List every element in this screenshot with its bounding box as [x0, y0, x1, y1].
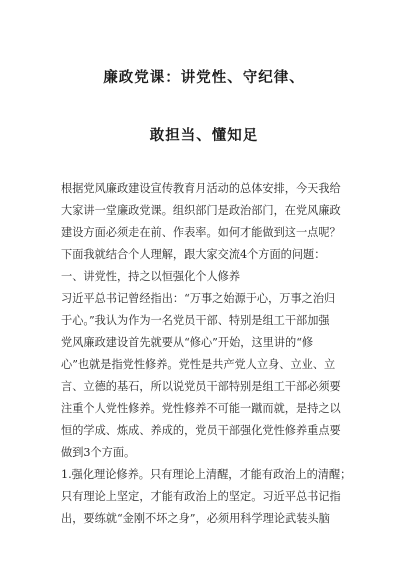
paragraph-line: 大家讲一堂廉政党课。组织部门是政治部门，在党风廉政	[61, 204, 341, 217]
document-body	[61, 178, 351, 530]
paragraph-line: 建设方面必须走在前、作表率。如何才能做到这一点呢？	[61, 226, 341, 239]
paragraph-line: 做到3个方面。	[61, 446, 136, 459]
paragraph-line: 心”也就是指党性修养。党性是共产党人立身、立业、立	[61, 358, 336, 371]
subsection-line: 1.强化理论修养。只有理论上清醒，才能有政治上的清醒；	[61, 468, 351, 481]
paragraph-line: 下面我就结合个人理解，跟大家交流4个方面的问题：	[61, 248, 326, 261]
document-title-line-2: 敢担当、懂知足	[149, 127, 259, 144]
paragraph-line: 根据党风廉政建设宣传教育月活动的总体安排，今天我给	[61, 182, 341, 195]
paragraph-line: 党风廉政建设首先就要从“修心”开始，这里讲的“修	[61, 336, 314, 349]
section-heading: 一、讲党性，持之以恒强化个人修养	[61, 270, 241, 283]
paragraph-line: 言、立德的基石，所以说党员干部特别是组工干部必须要	[61, 380, 341, 393]
paragraph-line: 只有理论上坚定，才能有政治上的坚定。习近平总书记指	[61, 490, 341, 503]
paragraph-line: 于心。”我认为作为一名党员干部、特别是组工干部加强	[61, 314, 330, 327]
paragraph-line: 注重个人党性修养。党性修养不可能一蹴而就，是持之以	[61, 402, 341, 415]
paragraph-line: 恒的学成、炼成、养成的，党员干部强化党性修养重点要	[61, 424, 341, 437]
paragraph-line: 习近平总书记曾经指出：“万事之始源于心，万事之治归	[61, 292, 336, 305]
document-title-line-1: 廉政党课：讲党性、守纪律、	[103, 69, 305, 86]
paragraph-line: 出，要练就“金刚不坏之身”，必须用科学理论武装头脑	[61, 512, 330, 525]
